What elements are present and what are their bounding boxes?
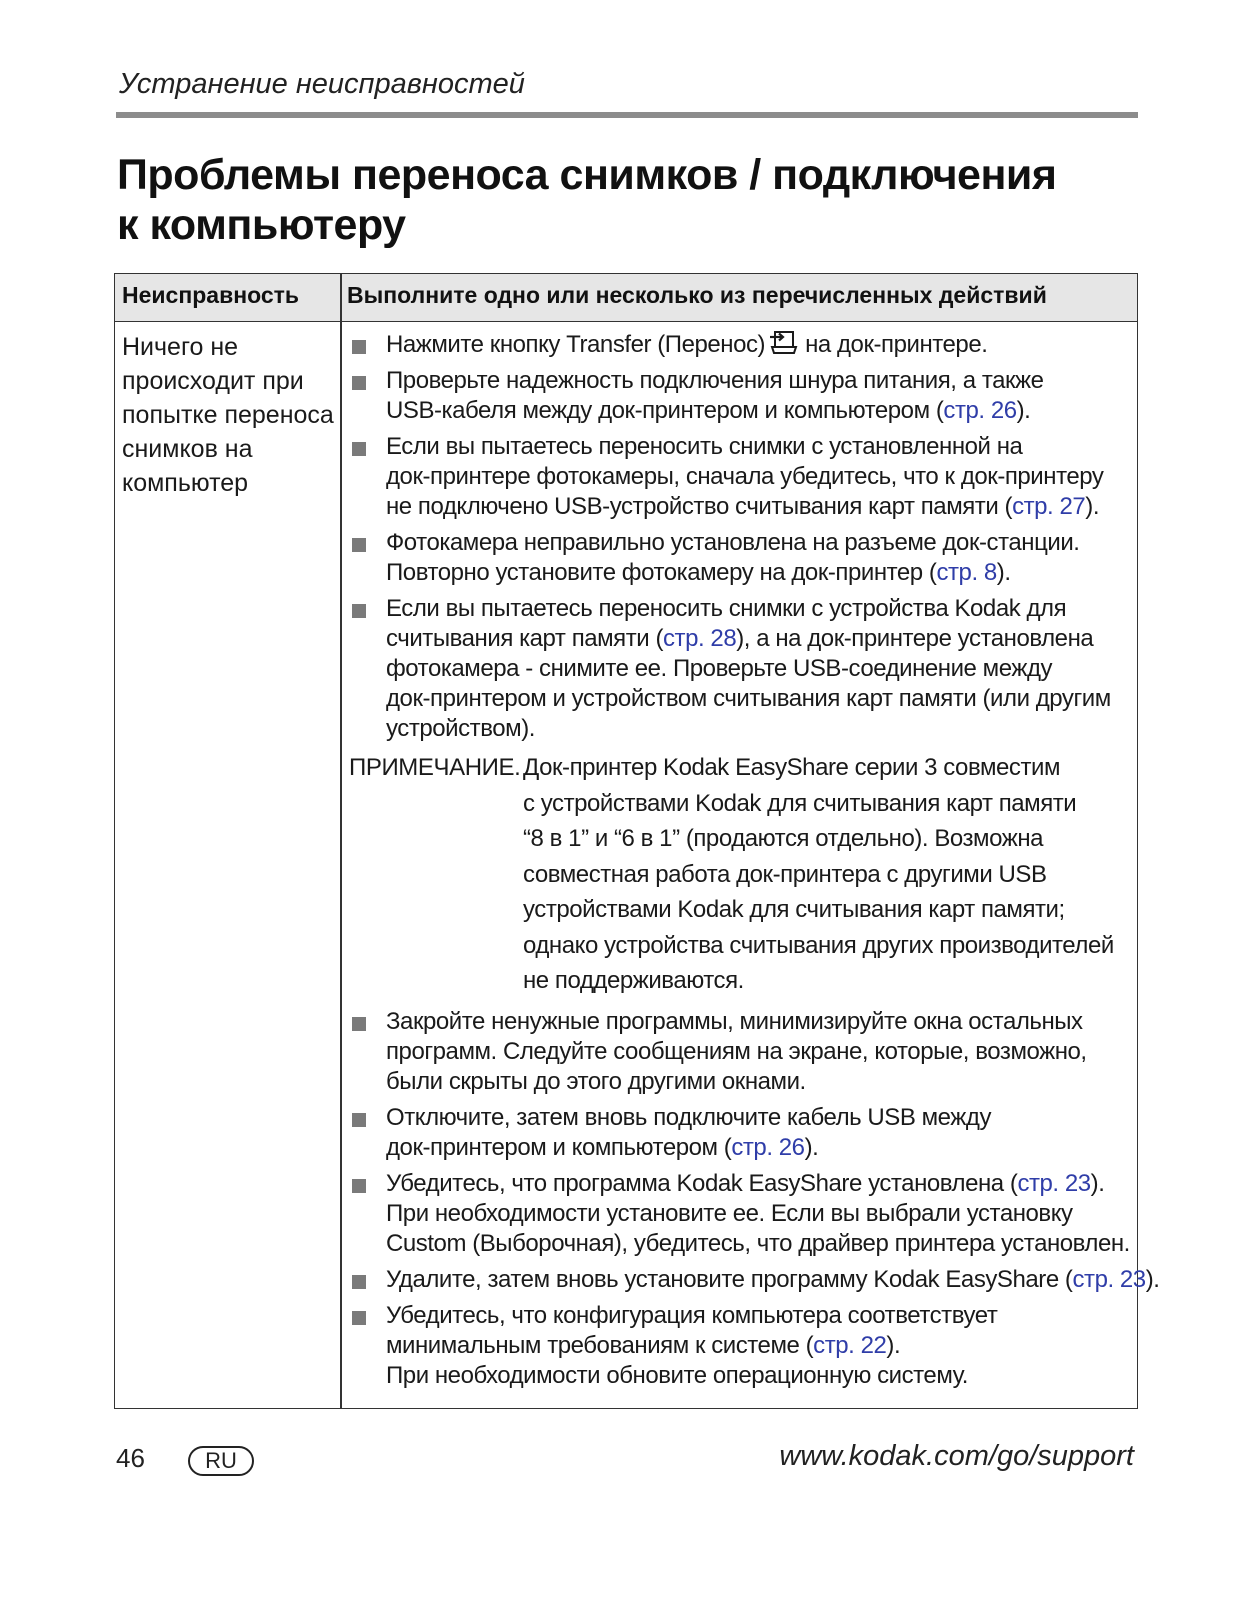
action-item [349, 528, 1134, 588]
note-line: устройствами Kodak для считывания карт памяти; [523, 896, 1065, 923]
problem-line: компьютер [122, 469, 249, 497]
action-text: Custom (Выборочная), убедитесь, что драйвер принтера установлен. [386, 1229, 1130, 1257]
action-line [386, 330, 1134, 360]
action-text: на док-принтере. [805, 331, 988, 358]
action-text: программ. Следуйте сообщениям на экране, которые, возможно, [386, 1037, 1087, 1065]
problem-line: Ничего не [122, 333, 239, 361]
action-text: ). [886, 1331, 901, 1359]
page-title-line: к компьютеру [117, 201, 406, 249]
note-line: Док-принтер Kodak EasyShare серии 3 совместим [523, 754, 1061, 781]
page-number: 46 [116, 1443, 145, 1473]
square-bullet-icon [352, 1113, 366, 1127]
square-bullet-icon [352, 376, 366, 390]
action-text: При необходимости установите ее. Если вы выбрали установку [386, 1199, 1073, 1227]
action-text: док-принтером и компьютером ( [386, 1133, 732, 1161]
square-bullet-icon [352, 1017, 366, 1031]
action-text: Проверьте надежность подключения шнура питания, а также [386, 367, 1044, 394]
square-bullet-icon [352, 442, 366, 456]
action-line [386, 594, 1134, 624]
note-line: “8 в 1” и “6 в 1” (продаются отдельно). Возможна [523, 825, 1044, 852]
action-line [386, 528, 1134, 558]
action-item [349, 1301, 1134, 1391]
action-line [386, 1199, 1134, 1229]
action-line [386, 1169, 1134, 1199]
action-text: Повторно установите фотокамеру на док-принтер ( [386, 559, 937, 586]
problem-line: происходит при [122, 367, 304, 395]
page-link[interactable]: стр. 23 [1017, 1169, 1091, 1197]
footer-url[interactable]: www.kodak.com/go/support [779, 1440, 1134, 1472]
action-text: ). [996, 559, 1011, 586]
action-line [386, 1331, 1134, 1361]
column-header-problem: Неисправность [122, 282, 300, 308]
action-text: Отключите, затем вновь подключите кабель USB между [386, 1103, 992, 1131]
language-badge: RU [188, 1446, 254, 1476]
action-line [386, 1133, 1134, 1163]
action-line [386, 558, 1134, 588]
note-line: с устройствами Kodak для считывания карт памяти [523, 789, 1077, 817]
action-line [386, 1103, 1134, 1133]
header-rule [116, 112, 1138, 118]
action-line [386, 492, 1134, 522]
action-line [386, 684, 1134, 714]
column-divider [340, 274, 342, 1408]
action-text: Закройте ненужные программы, минимизируйте окна остальных [386, 1007, 1083, 1035]
page-link[interactable]: стр. 23 [1072, 1265, 1146, 1293]
problem-cell [122, 330, 334, 500]
action-line [386, 714, 1134, 744]
action-text: док-принтере фотокамеры, сначала убедитесь, что к док-принтеру [386, 463, 1104, 490]
action-item [349, 330, 1134, 360]
action-line [386, 432, 1134, 462]
action-line [386, 624, 1134, 654]
square-bullet-icon [352, 340, 366, 354]
column-header-actions: Выполните одно или несколько из перечисленных действий [347, 282, 1047, 308]
page-link[interactable]: стр. 22 [813, 1331, 887, 1359]
actions-cell [349, 330, 1160, 1397]
action-text: Если вы пытаетесь переносить снимки с установленной на [386, 433, 1023, 460]
action-line [386, 1067, 1134, 1097]
action-line [386, 462, 1134, 492]
action-item [349, 1169, 1134, 1259]
square-bullet-icon [352, 1179, 366, 1193]
action-text: Убедитесь, что программа Kodak EasyShare установлена ( [386, 1169, 1018, 1197]
action-line [386, 1265, 1160, 1295]
page-link[interactable]: стр. 27 [1012, 493, 1086, 520]
action-line [386, 1007, 1134, 1037]
action-line [386, 1229, 1134, 1259]
note-line: совместная работа док-принтера с другими USB [523, 860, 1047, 888]
note-label: ПРИМЕЧАНИЕ. [349, 754, 521, 781]
action-line [386, 1037, 1134, 1067]
action-text: USB-кабеля между док-принтером и компьютером ( [386, 397, 944, 424]
page-link[interactable]: стр. 26 [943, 397, 1017, 424]
page-link[interactable]: стр. 26 [731, 1133, 805, 1161]
action-text: Фотокамера неправильно установлена на разъеме док-станции. [386, 529, 1080, 556]
page-link[interactable]: стр. 8 [936, 559, 997, 586]
action-text: считывания карт памяти ( [386, 625, 663, 652]
action-line [386, 654, 1134, 684]
action-line [386, 366, 1134, 396]
note-line: однако устройства считывания других производителей [523, 931, 1114, 959]
square-bullet-icon [352, 538, 366, 552]
note-body [349, 750, 1134, 999]
table-header-row [115, 274, 1137, 322]
action-text: При необходимости обновите операционную систему. [386, 1361, 969, 1389]
action-item [349, 1007, 1134, 1097]
action-text: Убедитесь, что конфигурация компьютера соответствует [386, 1301, 998, 1329]
action-text: ). [1090, 1169, 1105, 1197]
action-text: ). [1145, 1265, 1160, 1293]
square-bullet-icon [352, 1275, 366, 1289]
action-text: Если вы пытаетесь переносить снимки с устройства Kodak для [386, 595, 1067, 622]
action-item [349, 432, 1134, 522]
action-list-bottom [349, 1007, 1160, 1391]
action-text: Удалите, затем вновь установите программу Kodak EasyShare ( [386, 1265, 1073, 1293]
action-text: были скрыты до этого другими окнами. [386, 1067, 806, 1095]
action-text: не подключено USB-устройство считывания карт памяти ( [386, 493, 1013, 520]
action-text: фотокамера - снимите ее. Проверьте USB-соединение между [386, 655, 1053, 682]
action-text: ). [1016, 397, 1031, 424]
action-line [386, 1361, 1134, 1391]
page-link[interactable]: стр. 28 [663, 625, 737, 652]
action-item [349, 1103, 1134, 1163]
troubleshooting-table [114, 273, 1160, 1409]
action-list-top [349, 330, 1134, 744]
action-text: минимальным требованиям к системе ( [386, 1331, 814, 1359]
action-text: ), а на док-принтере установлена [736, 625, 1094, 652]
square-bullet-icon [352, 604, 366, 618]
action-text: ). [1085, 493, 1100, 520]
action-line [386, 396, 1134, 426]
action-text: ). [804, 1133, 819, 1161]
action-item [349, 1265, 1160, 1295]
problem-line: снимков на [122, 435, 253, 463]
transfer-icon [769, 330, 799, 356]
problem-line: попытке переноса [122, 401, 334, 429]
action-item [349, 594, 1134, 744]
action-text: Нажмите кнопку Transfer (Перенос) [386, 331, 766, 358]
square-bullet-icon [352, 1311, 366, 1325]
action-text: устройством). [386, 715, 535, 742]
action-text: док-принтером и устройством считывания карт памяти (или другим [386, 685, 1111, 712]
page-title-line: Проблемы переноса снимков / подключения [117, 151, 1057, 199]
action-item [349, 366, 1134, 426]
note-block [349, 750, 1134, 999]
section-header: Устранение неисправностей [119, 68, 525, 100]
action-line [386, 1301, 1134, 1331]
page-title [117, 150, 1117, 250]
note-line: не поддерживаются. [523, 967, 744, 994]
